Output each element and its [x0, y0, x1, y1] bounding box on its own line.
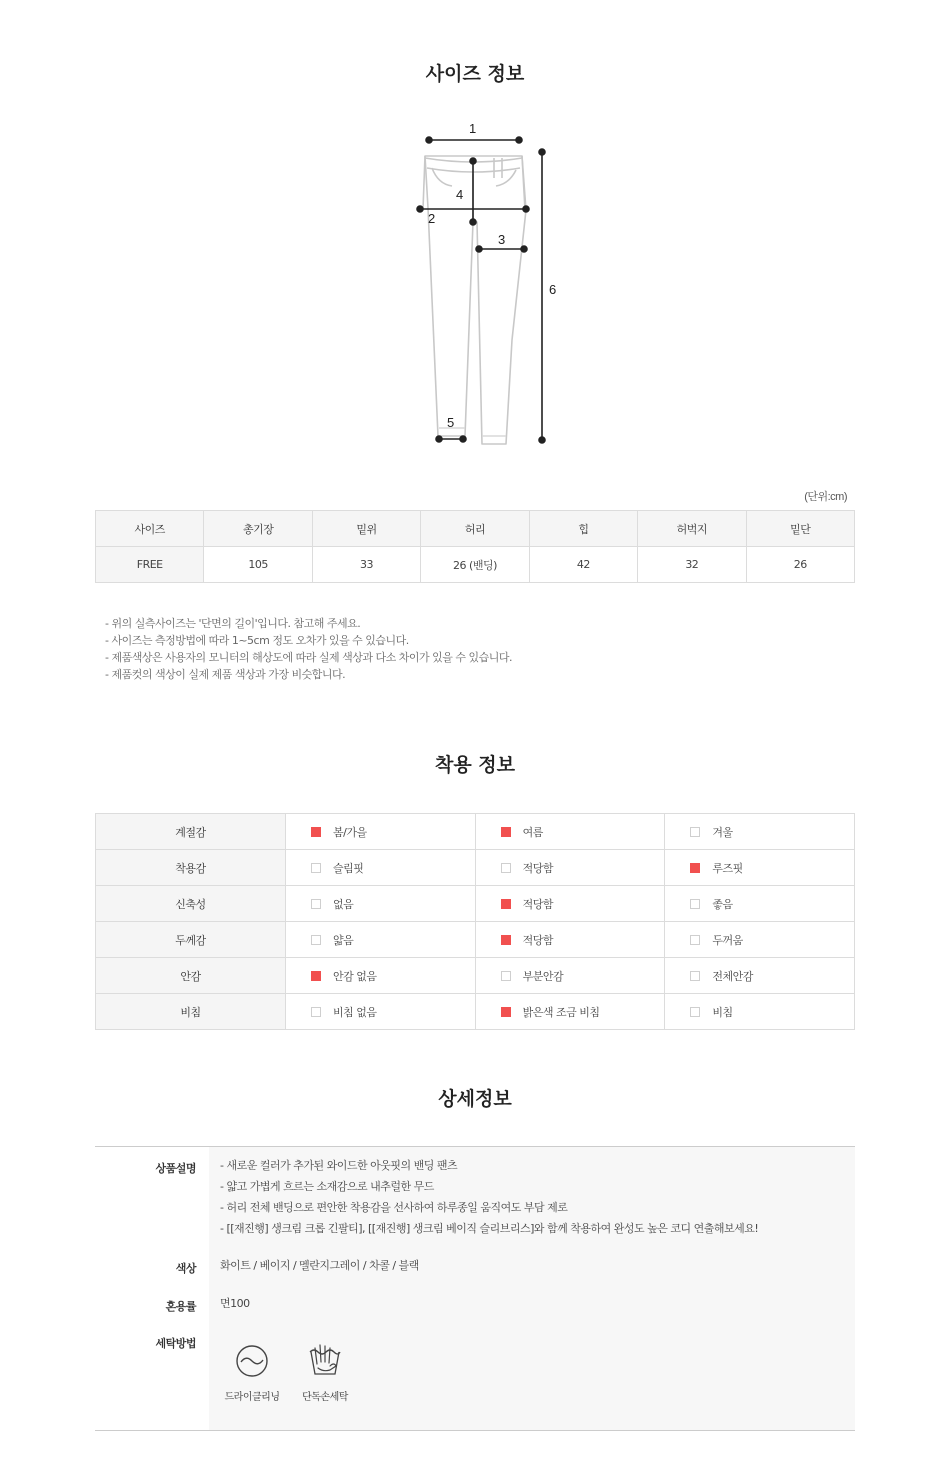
fit-table — [95, 813, 855, 1030]
description-line: - 얇고 가볍게 흐르는 소재감으로 내추럴한 무드 — [220, 1180, 434, 1193]
care-item-hand-wash — [290, 1342, 360, 1403]
fit-option — [475, 886, 665, 922]
fit-option-label: 비침 없음 — [333, 1005, 377, 1019]
checkbox-icon — [501, 899, 511, 909]
fit-option — [475, 994, 665, 1030]
care-item-label: 단독손세탁 — [302, 1392, 348, 1403]
checkbox-icon — [311, 863, 321, 873]
table-row — [96, 958, 855, 994]
size-cell: 26 — [746, 547, 854, 583]
fit-option — [286, 850, 476, 886]
checkbox-icon — [690, 863, 700, 873]
diagram-label-2: 2 — [428, 211, 436, 226]
diagram-label-4: 4 — [456, 187, 464, 202]
fit-option-label: 여름 — [522, 825, 543, 839]
fit-option — [665, 994, 855, 1030]
checkbox-icon — [501, 971, 511, 981]
checkbox-icon — [501, 1007, 511, 1017]
size-notes — [105, 615, 512, 683]
table-row — [96, 850, 855, 886]
fit-option — [665, 814, 855, 850]
fit-option — [475, 850, 665, 886]
table-row — [96, 547, 855, 583]
fit-option-label: 겨울 — [712, 825, 733, 839]
checkbox-icon — [690, 971, 700, 981]
checkbox-icon — [311, 899, 321, 909]
checkbox-icon — [690, 1007, 700, 1017]
pants-measurement-diagram — [410, 118, 570, 452]
size-header-cell: 힙 — [529, 511, 637, 547]
description-line: - 새로운 컬러가 추가된 와이드한 아웃핏의 밴딩 팬츠 — [220, 1159, 458, 1172]
fit-option — [665, 958, 855, 994]
fit-option-label: 부분안감 — [522, 969, 564, 983]
table-row — [96, 922, 855, 958]
fit-option-label: 없음 — [333, 897, 354, 911]
checkbox-icon — [311, 827, 321, 837]
size-cell: 33 — [312, 547, 420, 583]
material-value: 면100 — [220, 1297, 250, 1310]
size-header-cell: 밑위 — [312, 511, 420, 547]
size-section-title: 사이즈 정보 — [425, 63, 525, 85]
checkbox-icon — [311, 1007, 321, 1017]
checkbox-icon — [311, 971, 321, 981]
fit-option-label: 적당함 — [522, 897, 554, 911]
fit-option-label: 전체안감 — [712, 969, 753, 983]
checkbox-icon — [501, 935, 511, 945]
description-label: 상품설명 — [155, 1162, 196, 1175]
size-header-cell: 밑단 — [746, 511, 854, 547]
diagram-label-5: 5 — [447, 415, 455, 430]
care-item-label: 드라이클리닝 — [224, 1392, 280, 1403]
color-value: 화이트 / 베이지 / 멜란지그레이 / 차콜 / 블랙 — [220, 1259, 419, 1272]
fit-row-label: 비침 — [96, 994, 286, 1030]
fit-option — [286, 886, 476, 922]
checkbox-icon — [311, 935, 321, 945]
description-line: - 허리 전체 밴딩으로 편안한 착용감을 선사하여 하루종일 움직여도 부담 제로 — [220, 1201, 568, 1214]
checkbox-icon — [501, 827, 511, 837]
fit-option-label: 적당함 — [522, 861, 554, 875]
pants-outline-icon — [410, 118, 570, 452]
detail-info-table — [95, 1146, 855, 1431]
fit-option-label: 안감 없음 — [333, 969, 377, 983]
detail-section-title: 상세정보 — [438, 1088, 512, 1110]
size-header-cell: 허리 — [421, 511, 529, 547]
size-cell: 32 — [638, 547, 746, 583]
material-label: 혼용률 — [165, 1300, 196, 1313]
fit-option — [665, 922, 855, 958]
size-header-cell: 총기장 — [204, 511, 312, 547]
fit-option — [286, 994, 476, 1030]
size-table-header — [96, 511, 855, 547]
fit-option-label: 두꺼움 — [712, 933, 743, 947]
fit-option-label: 루즈핏 — [712, 861, 743, 875]
checkbox-icon — [690, 935, 700, 945]
care-label: 세탁방법 — [155, 1337, 196, 1350]
table-row — [96, 886, 855, 922]
note-line: - 제품컷의 색상이 실제 제품 색상과 가장 비슷합니다. — [105, 668, 346, 681]
fit-row-label: 계절감 — [96, 814, 286, 850]
fit-option-label: 얇음 — [333, 933, 354, 947]
fit-option-label: 좋음 — [712, 897, 733, 911]
note-line: - 사이즈는 측정방법에 따라 1~5cm 정도 오차가 있을 수 있습니다. — [105, 634, 409, 647]
checkbox-icon — [501, 863, 511, 873]
fit-row-label: 신축성 — [96, 886, 286, 922]
table-row — [96, 814, 855, 850]
note-line: - 제품색상은 사용자의 모니터의 해상도에 따라 실제 색상과 다소 차이가 있을 수 있습니다. — [105, 651, 512, 664]
fit-option — [286, 814, 476, 850]
color-label: 색상 — [175, 1262, 196, 1275]
checkbox-icon — [690, 827, 700, 837]
table-row — [96, 994, 855, 1030]
note-line: - 위의 실측사이즈는 '단면의 길이'입니다. 참고해 주세요. — [105, 617, 361, 630]
fit-option-label: 봄/가을 — [333, 825, 367, 839]
diagram-label-3: 3 — [498, 232, 506, 247]
unit-label: (단위:cm) — [804, 491, 847, 503]
size-cell: FREE — [96, 547, 204, 583]
size-header-cell: 허벅지 — [638, 511, 746, 547]
size-cell: 105 — [204, 547, 312, 583]
care-item-dry-cleaning — [217, 1344, 287, 1403]
fit-option-label: 비침 — [712, 1005, 733, 1019]
checkbox-icon — [690, 899, 700, 909]
fit-option — [286, 958, 476, 994]
fit-option — [475, 922, 665, 958]
dry-cleaning-icon — [235, 1344, 269, 1378]
size-cell: 26 (밴딩) — [421, 547, 529, 583]
diagram-label-1: 1 — [469, 121, 477, 136]
fit-option-label: 밝은색 조금 비침 — [522, 1005, 600, 1019]
fit-option — [286, 922, 476, 958]
fit-option — [475, 814, 665, 850]
fit-option — [475, 958, 665, 994]
size-cell: 42 — [529, 547, 637, 583]
hand-wash-icon — [306, 1342, 344, 1378]
fit-option-label: 적당함 — [522, 933, 554, 947]
size-header-cell: 사이즈 — [96, 511, 204, 547]
fit-option-label: 슬림핏 — [333, 861, 364, 875]
fit-row-label: 착용감 — [96, 850, 286, 886]
fit-option — [665, 850, 855, 886]
fit-row-label: 안감 — [96, 958, 286, 994]
diagram-label-6: 6 — [549, 282, 557, 297]
description-line: - [[재진행] 생크림 크롭 긴팔티], [[재진행] 생크림 베이직 슬리브리스]와 함께 착용하여 완성도 높은 코디 연출해보세요! — [220, 1222, 759, 1235]
fit-option — [665, 886, 855, 922]
size-table — [95, 510, 855, 583]
fit-section-title: 착용 정보 — [434, 754, 516, 776]
fit-row-label: 두께감 — [96, 922, 286, 958]
